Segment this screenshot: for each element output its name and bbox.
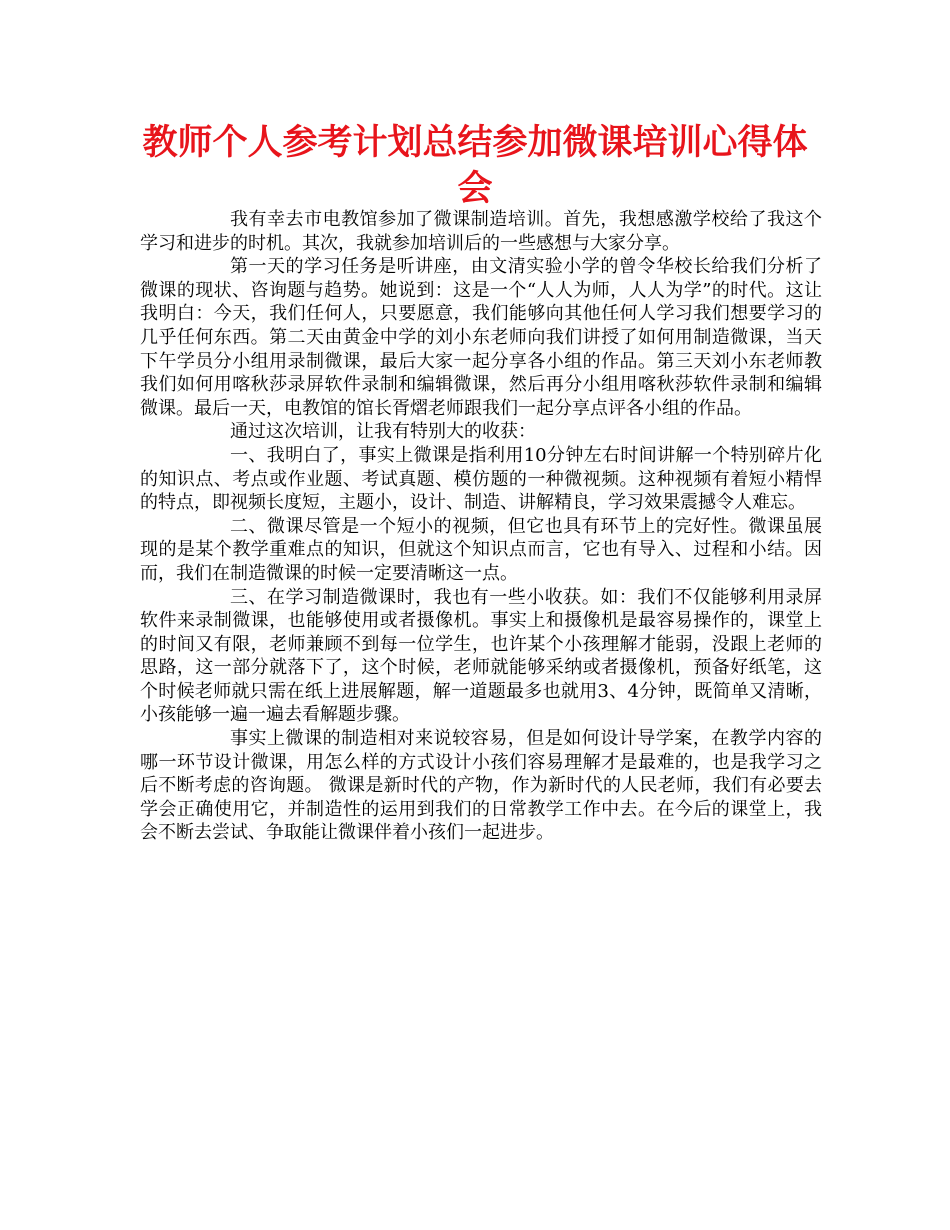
paragraph-gain-two: 二、微课尽管是一个短小的视频，但它也具有环节上的完好性。微课虽展现的是某个教学重难点的知识，但就这个知识点而言，它也有导入、过程和小结。因而，我们在制造微课的时候一定要清晰这一点。 — [140, 515, 822, 584]
paragraph-intro: 我有幸去市电教馆参加了微课制造培训。首先，我想感激学校给了我这个学习和进步的时机。其次，我就参加培训后的一些感想与大家分享。 — [140, 209, 822, 254]
paragraph-first-day: 第一天的学习任务是听讲座，由文清实验小学的曾令华校长给我们分析了微课的现状、咨询题与趋势。她说到：这是一个“人人为师，人人为学”的时代。这让我明白：今天，我们任何人，只要愿意，我们能够向其他任何人学习我们想要学习的几乎任何东西。第二天由黄金中学的刘小东老师向我们讲授了如何用制造微课，当天下午学员分小组用录制微课，最后大家一起分享各小组的作品。第三天刘小东老师教我们如何用喀秋莎录屏软件录制和编辑微课，然后再分小组用喀秋莎软件录制和编辑微课。最后一天，电教馆的馆长胥熠老师跟我们一起分享点评各小组的作品。 — [140, 256, 822, 419]
paragraph-gain-one: 一、我明白了，事实上微课是指利用10分钟左右时间讲解一个特别碎片化的知识点、考点或作业题、考试真题、模仿题的一种微视频。这种视频有着短小精悍的特点，即视频长度短，主题小，设计、制造、讲解精良，学习效果震撼令人难忘。 — [140, 444, 822, 514]
document-title: 教师个人参考计划总结参加微课培训心得体会 — [142, 123, 808, 209]
document-body — [140, 208, 822, 845]
paragraph-gains-intro: 通过这次培训，让我有特别大的收获： — [230, 421, 536, 443]
paragraph-conclusion: 事实上微课的制造相对来说较容易，但是如何设计导学案，在教学内容的哪一环节设计微课，用怎么样的方式设计小孩们容易理解才是最难的，也是我学习之后不断考虑的咨询题。 微课是新时代的产物，作为新时代的人民老师，我们有必要去学会正确使用它，并制造性的运用到我们的日常教学工作中去。在今后的课堂上，我会不断去尝试、争取能让微课伴着小孩们一起进步。 — [140, 728, 822, 844]
paragraph-gain-three: 三、在学习制造微课时，我也有一些小收获。如：我们不仅能够利用录屏软件来录制微课，也能够使用或者摄像机。事实上和摄像机是最容易操作的，课堂上的时间又有限，老师兼顾不到每一位学生，也许某个小孩理解才能弱，没跟上老师的思路，这一部分就落下了，这个时候，老师就能够采纳或者摄像机，预备好纸笔，这个时候老师就只需在纸上进展解题，解一道题最多也就用3、4分钟，既简单又清晰，小孩能够一遍一遍去看解题步骤。 — [140, 586, 822, 726]
